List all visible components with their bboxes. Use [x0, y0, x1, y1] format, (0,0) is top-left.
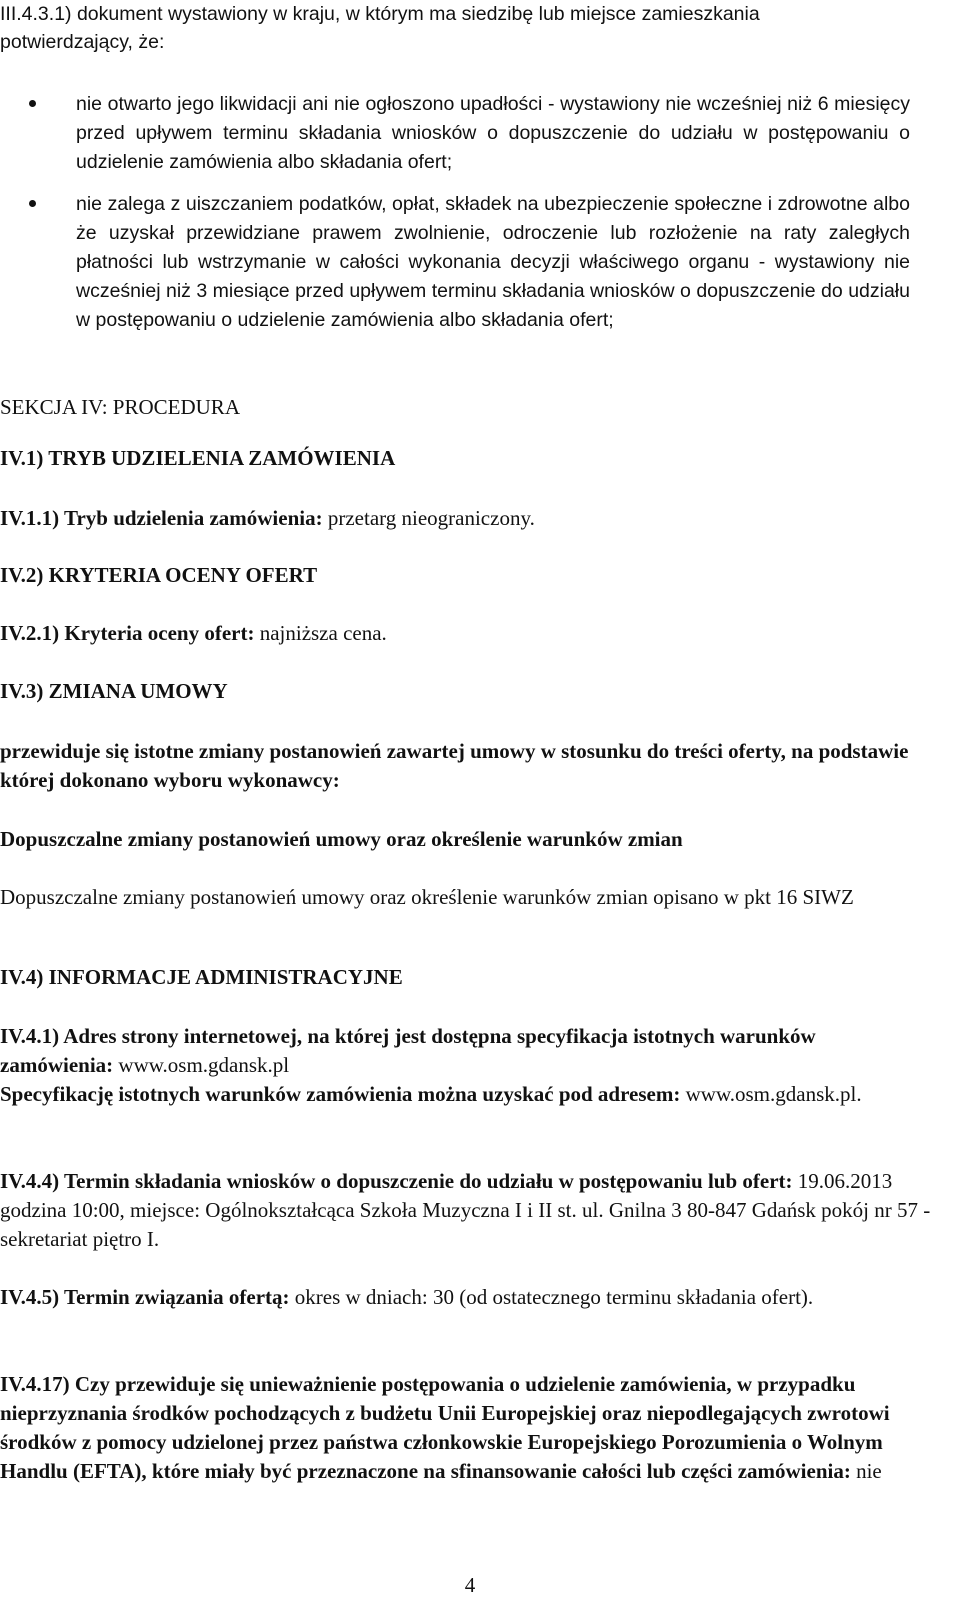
iv21-value: najniższa cena.: [254, 621, 387, 645]
iv41-extra-label: Specyfikację istotnych warunków zamówienia można uzyskać pod adresem:: [0, 1082, 681, 1106]
iv45-label: IV.4.5) Termin związania ofertą:: [0, 1285, 290, 1309]
iv11-paragraph: [0, 504, 535, 533]
changes-heading: Dopuszczalne zmiany postanowień umowy oraz określenie warunków zmian: [0, 827, 683, 851]
top-line-2: potwierdzający, że:: [0, 31, 165, 53]
iv11-value: przetarg nieograniczony.: [322, 506, 535, 530]
iv11-label: IV.1.1) Tryb udzielenia zamówienia:: [0, 506, 323, 530]
bullet-item-taxes: [0, 190, 910, 335]
iv1-heading: IV.1) TRYB UDZIELENIA ZAMÓWIENIA: [0, 446, 396, 470]
iv417-paragraph: [0, 1370, 932, 1486]
iv4-heading: IV.4) INFORMACJE ADMINISTRACYJNE: [0, 965, 403, 989]
bullet-text-liquidation: nie otwarto jego likwidacji ani nie ogłoszono upadłości - wystawiony nie wcześniej niż 6 miesięcy przed upływem terminu składania wniosków o dopuszczenie do udziału w postępowaniu o udzielenie zamówienia albo składania ofert;: [76, 93, 910, 173]
iv3-text: przewiduje się istotne zmiany postanowień zawartej umowy w stosunku do treści oferty, na podstawie której dokonano wyboru wykonawcy:: [0, 739, 909, 792]
iv44-label: IV.4.4) Termin składania wniosków o dopuszczenie do udziału w postępowaniu lub ofert:: [0, 1169, 793, 1193]
top-line-1: III.4.3.1) dokument wystawiony w kraju, w którym ma siedzibę lub miejsce zamieszkania: [0, 3, 760, 25]
bullet-icon: [0, 190, 76, 335]
iv417-label: IV.4.17) Czy przewiduje się unieważnienie postępowania o udzielenie zamówienia, w przypadku nieprzyznania środków pochodzących z budżetu Unii Europejskiej oraz niepodlegających zwrotowi środków z pomocy udzielonej przez państwa członkowskie Europejskiego Porozumienia o Wolnym Handlu (EFTA), które miały być przeznaczone na sfinansowanie całości lub części zamówienia:: [0, 1372, 890, 1483]
iv41-label: IV.4.1) Adres strony internetowej, na której jest dostępna specyfikacja istotnych warunków zamówienia:: [0, 1024, 816, 1077]
bullet-icon: [0, 90, 76, 177]
iv44-value: 19.06.2013 godzina 10:00, miejsce: Ogólnokształcąca Szkoła Muzyczna I i II st. ul. Gnilna 3 80-847 Gdańsk pokój nr 57 - sekretariat piętro I.: [0, 1169, 931, 1251]
iv45-paragraph: [0, 1283, 932, 1312]
iv41-url: www.osm.gdansk.pl: [113, 1053, 290, 1077]
bullet-text-taxes: nie zalega z uiszczaniem podatków, opłat, składek na ubezpieczenie społeczne i zdrowotne albo że uzyskał przewidziane prawem zwolnienie, odroczenie lub rozłożenie na raty zaległych płatności lub wstrzymanie w całości wykonania decyzji właściwego organu - wystawiony nie wcześniej niż 3 miesiące przed upływem terminu składania wniosków o dopuszczenie do udziału w postępowaniu o udzielenie zamówienia albo składania ofert;: [76, 193, 910, 331]
section-iv-heading: SEKCJA IV: PROCEDURA: [0, 395, 240, 419]
iv3-heading: IV.3) ZMIANA UMOWY: [0, 679, 228, 703]
iv417-value: nie: [850, 1459, 882, 1483]
iv21-label: IV.2.1) Kryteria oceny ofert:: [0, 621, 255, 645]
iv21-paragraph: [0, 619, 387, 648]
bullet-item-liquidation: [0, 90, 910, 177]
iv44-paragraph: [0, 1167, 932, 1254]
changes-text: Dopuszczalne zmiany postanowień umowy oraz określenie warunków zmian opisano w pkt 16 SIWZ: [0, 885, 854, 909]
iv2-heading: IV.2) KRYTERIA OCENY OFERT: [0, 563, 318, 587]
page-number: 4: [464, 1573, 476, 1597]
iv45-value: okres w dniach: 30 (od ostatecznego terminu składania ofert).: [289, 1285, 814, 1309]
iv41-extra-url: www.osm.gdansk.pl.: [680, 1082, 862, 1106]
iv41-paragraph: [0, 1022, 932, 1109]
